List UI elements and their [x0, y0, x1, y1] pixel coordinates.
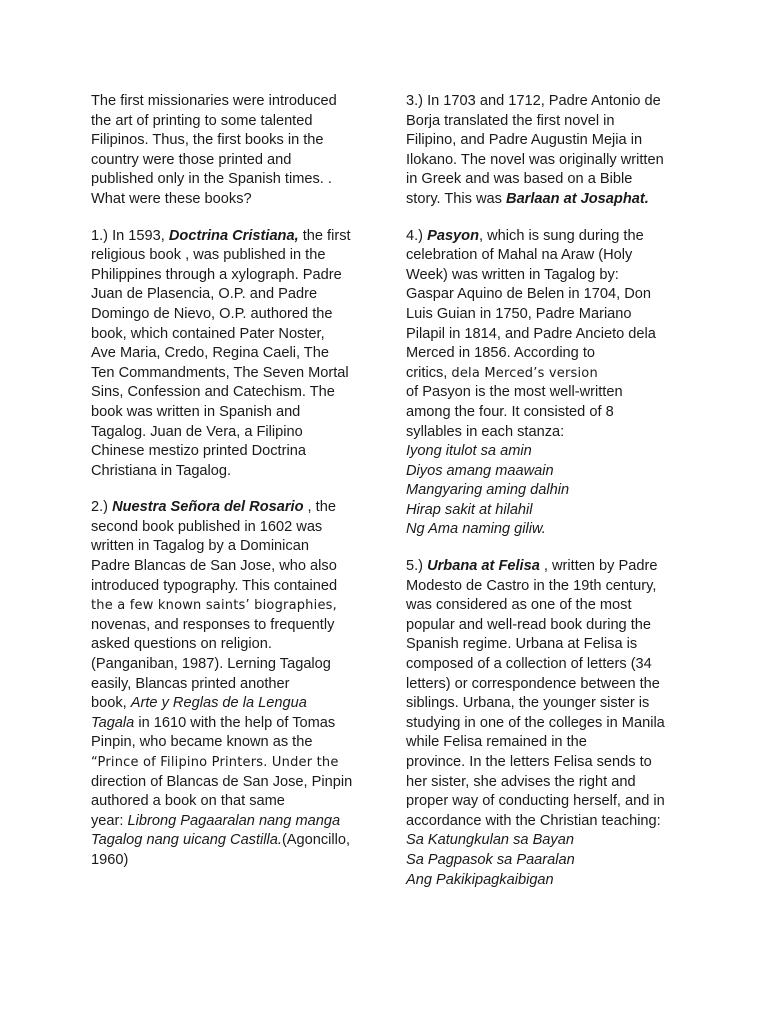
text-line	[91, 812, 376, 832]
text-line: written in Tagalog by a Dominican	[91, 538, 309, 555]
text-line: book, which contained Pater Noster,	[91, 325, 325, 342]
text-line	[91, 694, 376, 714]
text-line: Chinese mestizo printed Doctrina	[91, 443, 306, 460]
stanza-line: Iyong itulot sa amin	[406, 443, 532, 460]
text-line	[91, 714, 376, 734]
citation: (Agoncillo,	[281, 832, 351, 849]
text-run: in 1610 with the help of Tomas	[134, 714, 336, 731]
text-line: authored a book on that same	[91, 793, 285, 810]
text-line: Spanish regime. Urbana at Felisa is	[406, 636, 638, 653]
text-line: Sins, Confession and Catechism. The	[91, 384, 335, 401]
item-2-paragraph	[91, 498, 376, 870]
text-line: among the four. It consisted of 8	[406, 403, 614, 420]
text-line: siblings. Urbana, the younger sister is	[406, 695, 650, 712]
item-number: 5.)	[406, 558, 428, 575]
letter-title: Ang Pakikipagkaibigan	[406, 871, 554, 888]
text-line: religious book , was published in the	[91, 247, 326, 264]
text-line: What were these books?	[91, 190, 252, 207]
text-line: Philippines through a xylograph. Padre	[91, 266, 342, 283]
text-run: critics,	[406, 364, 452, 381]
right-column	[406, 92, 691, 890]
text-line: Modesto de Castro in the 19th century,	[406, 577, 657, 594]
text-line: composed of a collection of letters (34	[406, 656, 652, 673]
item-5-paragraph	[406, 557, 691, 890]
text-line: while Felisa remained in the	[406, 734, 587, 751]
item-number: 4.)	[406, 227, 428, 244]
text-line: letters) or correspondence between the	[406, 675, 660, 692]
text-run: , which is sung during the	[479, 227, 644, 244]
stanza-line: Diyos amang maawain	[406, 462, 554, 479]
letter-title: Sa Katungkulan sa Bayan	[406, 832, 574, 849]
text-line: province. In the letters Felisa sends to	[406, 754, 652, 770]
text-run: book,	[91, 695, 131, 712]
text-run: the first	[298, 227, 351, 244]
text-line: Borja translated the first novel in	[406, 112, 615, 129]
text-line: in Greek and was based on a Bible	[406, 171, 633, 188]
text-line: Padre Blancas de San Jose, who also	[91, 558, 337, 575]
text-line: celebration of Mahal na Araw (Holy	[406, 247, 633, 264]
item-4-paragraph	[406, 227, 691, 541]
text-line: (Panganiban, 1987). Lerning Tagalog	[91, 656, 331, 673]
text-line: Pinpin, who became known as the	[91, 734, 313, 751]
text-line: Ilokano. The novel was originally written	[406, 151, 664, 168]
book-title-arte: Arte y Reglas de la Lengua	[130, 695, 307, 712]
text-line: the art of printing to some talented	[91, 112, 313, 129]
text-line: easily, Blancas printed another	[91, 675, 290, 692]
text-run: , the	[303, 499, 336, 516]
stanza-line: Ng Ama naming giliw.	[406, 521, 546, 538]
intro-paragraph	[91, 92, 376, 210]
text-line: Ave Maria, Credo, Regina Caeli, The	[91, 345, 329, 362]
text-line: 3.) In 1703 and 1712, Padre Antonio de	[406, 93, 661, 109]
book-title-barlaan: Barlaan at Josaphat.	[506, 190, 649, 207]
text-line: Filipino, and Padre Augustin Mejia in	[406, 132, 643, 149]
stanza-line: Hirap sakit at hilahil	[406, 501, 533, 518]
text-line: Christiana in Tagalog.	[91, 462, 232, 479]
book-title-pasyon: Pasyon	[427, 227, 480, 244]
book-title-doctrina: Doctrina Cristiana,	[168, 227, 299, 244]
text-line: the a few known saints’ biographies,	[91, 598, 337, 614]
text-line: asked questions on religion.	[91, 636, 272, 653]
text-line: Filipinos. Thus, the first books in the	[91, 132, 324, 149]
text-line: Tagalog. Juan de Vera, a Filipino	[91, 423, 303, 440]
text-line: accordance with the Christian teaching:	[406, 812, 661, 829]
item-number: 2.)	[91, 499, 113, 516]
text-line: Week) was written in Tagalog by:	[406, 266, 619, 283]
text-run: year:	[91, 812, 128, 829]
text-line: Pilapil in 1814, and Padre Ancieto dela	[406, 325, 656, 342]
book-title-librong: Librong Pagaaralan nang manga	[127, 812, 341, 829]
book-title-librong-cont: Tagalog nang uicang Castilla.	[91, 832, 282, 849]
text-line: book was written in Spanish and	[91, 403, 301, 420]
text-line: second book published in 1602 was	[91, 518, 323, 535]
text-run: dela Merced’s version	[451, 365, 598, 381]
letter-title: Sa Pagpasok sa Paaralan	[406, 851, 575, 868]
text-line: of Pasyon is the most well-written	[406, 384, 623, 401]
text-run: story. This was	[406, 190, 507, 207]
text-line: novenas, and responses to frequently	[91, 616, 335, 633]
text-line: was considered as one of the most	[406, 597, 632, 614]
book-title-urbana: Urbana at Felisa	[427, 558, 540, 575]
text-line: country were those printed and	[91, 151, 292, 168]
text-line: popular and well-read book during the	[406, 616, 652, 633]
item-1-paragraph	[91, 227, 376, 482]
text-line	[91, 831, 376, 851]
text-line: Juan de Plasencia, O.P. and Padre	[91, 286, 318, 303]
text-line: direction of Blancas de San Jose, Pinpin	[91, 773, 353, 790]
text-line: The first missionaries were introduced	[91, 93, 337, 109]
book-title-nuestra-senora: Nuestra Señora del Rosario	[112, 499, 304, 516]
text-line: proper way of conducting herself, and in	[406, 793, 665, 810]
stanza-line: Mangyaring aming dalhin	[406, 482, 570, 499]
text-line	[406, 190, 691, 210]
item-number: 1.) In 1593,	[91, 227, 169, 244]
text-line: Gaspar Aquino de Belen in 1704, Don	[406, 286, 652, 303]
text-line: Domingo de Nievo, O.P. authored the	[91, 305, 333, 322]
text-line: Merced in 1856. According to	[406, 345, 596, 362]
text-line	[91, 227, 376, 247]
text-line	[406, 364, 691, 384]
book-title-arte-cont: Tagala	[91, 714, 135, 731]
text-line: her sister, she advises the right and	[406, 773, 636, 790]
left-column	[91, 92, 376, 871]
text-line: studying in one of the colleges in Manila	[406, 714, 665, 731]
text-line: published only in the Spanish times. .	[91, 171, 332, 188]
text-line: syllables in each stanza:	[406, 423, 565, 440]
text-line	[406, 227, 691, 247]
text-line	[91, 498, 376, 518]
text-line	[406, 557, 691, 577]
item-3-paragraph	[406, 92, 691, 210]
text-run: , written by Padre	[539, 558, 658, 575]
text-line: Luis Guian in 1750, Padre Mariano	[406, 305, 632, 322]
text-line: Ten Commandments, The Seven Mortal	[91, 364, 349, 381]
text-line: “Prince of Filipino Printers. Under the	[91, 755, 339, 770]
text-line: 1960)	[91, 851, 129, 868]
text-line: introduced typography. This contained	[91, 577, 338, 594]
